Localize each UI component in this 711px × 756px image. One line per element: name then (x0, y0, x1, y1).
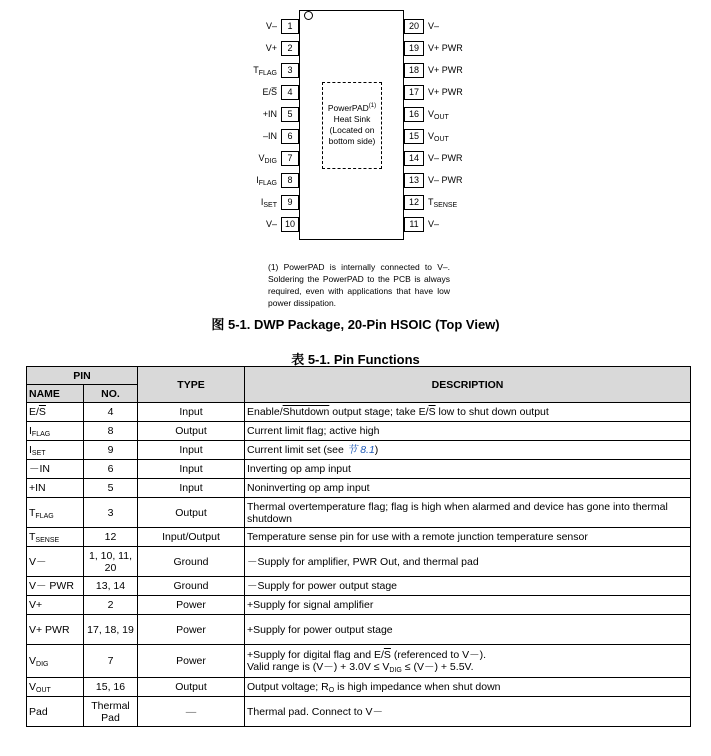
pin-no: 17, 18, 19 (84, 615, 138, 645)
table-row (27, 479, 691, 498)
table-row (27, 645, 691, 678)
table-row (27, 547, 691, 577)
pin-14-box: 14 (404, 151, 424, 166)
pin-description: Output voltage; $R_O$ is high impedance when shut down (245, 678, 691, 697)
pin-9-label: $I_{SET}$ (260, 197, 277, 209)
pin-10-label: V– (265, 219, 277, 229)
header-type: TYPE (138, 367, 245, 403)
heat-sink-line4: bottom side) (328, 135, 376, 146)
pin-type: — (138, 697, 245, 727)
table-row (27, 422, 691, 441)
heat-sink-line2: Heat Sink (333, 113, 371, 124)
pin-name: －IN (27, 460, 84, 479)
pin-type: Ground (138, 547, 245, 577)
pin-no: 12 (84, 528, 138, 547)
pin-name: $E/\overline{S}$ (27, 403, 84, 422)
pin-13-box: 13 (404, 173, 424, 188)
pin-description: Noninverting op amp input (245, 479, 691, 498)
table-row (27, 498, 691, 528)
pin-8-label: $I_{FLAG}$ (256, 175, 277, 187)
pin-type: Output (138, 498, 245, 528)
pin-name: V+ PWR (27, 615, 84, 645)
footnote: (1) PowerPAD is internally connected to V–. Soldering the PowerPAD to the PCB is always required, even with applications that have low power dissipation. (268, 262, 450, 308)
table-row (27, 441, 691, 460)
pin-5-box: 5 (281, 107, 299, 122)
pin-name: Pad (27, 697, 84, 727)
pin-description: Thermal pad. Connect to V－ (245, 697, 691, 727)
pin-description: －Supply for power output stage (245, 577, 691, 596)
pin-8-box: 8 (281, 173, 299, 188)
pin-15-label: $V_{OUT}$ (428, 131, 449, 143)
pin-description: Temperature sense pin for use with a remote junction temperature sensor (245, 528, 691, 547)
pin-10-box: 10 (281, 217, 299, 232)
pin-12-box: 12 (404, 195, 424, 210)
pin-11-label: V– (428, 219, 440, 229)
pin-name: $T_{FLAG}$ (27, 498, 84, 528)
pin-1-label: V– (265, 21, 277, 31)
pin-type: Output (138, 678, 245, 697)
pin-17-box: 17 (404, 85, 424, 100)
pin-17-label: V+ PWR (428, 87, 463, 97)
pin-9-box: 9 (281, 195, 299, 210)
pin-1-box: 1 (281, 19, 299, 34)
pin-type: Power (138, 645, 245, 678)
pin-type: Input (138, 403, 245, 422)
pin-description: －Supply for amplifier, PWR Out, and thermal pad (245, 547, 691, 577)
pin-5-label: +IN (262, 109, 277, 119)
pin-no: Thermal Pad (84, 697, 138, 727)
pin-7-label: $V_{DIG}$ (258, 153, 277, 165)
table-row (27, 596, 691, 615)
pin-4-box: 4 (281, 85, 299, 100)
heat-sink-line3: (Located on (329, 124, 375, 135)
pin-11-box: 11 (404, 217, 424, 232)
figure-caption: 图 5-1. DWP Package, 20-Pin HSOIC (Top View) (211, 317, 500, 332)
pin-description: +Supply for signal amplifier (245, 596, 691, 615)
header-pin: PIN (27, 367, 138, 385)
pin-name: V－ (27, 547, 84, 577)
pin-no: 1, 10, 11, 20 (84, 547, 138, 577)
table-row (27, 577, 691, 596)
pin-name: +IN (27, 479, 84, 498)
table-row (27, 460, 691, 479)
pin-no: 9 (84, 441, 138, 460)
pin-description: Inverting op amp input (245, 460, 691, 479)
powerpad-heat-sink (322, 82, 382, 169)
pin-no: 3 (84, 498, 138, 528)
pin-no: 6 (84, 460, 138, 479)
pin-16-label: $V_{OUT}$ (428, 109, 449, 121)
pin-type: Input (138, 441, 245, 460)
pin-15-box: 15 (404, 129, 424, 144)
pin-3-box: 3 (281, 63, 299, 78)
pin-14-label: V– PWR (428, 153, 463, 163)
pin-name: $T_{SENSE}$ (27, 528, 84, 547)
table-row (27, 678, 691, 697)
pin-type: Power (138, 615, 245, 645)
pin-no: 8 (84, 422, 138, 441)
pin-2-label: V+ (265, 43, 277, 53)
pin-description: Current limit set (see 节 8.1) (245, 441, 691, 460)
table-row (27, 528, 691, 547)
pin-7-box: 7 (281, 151, 299, 166)
pin-name: V+ (27, 596, 84, 615)
section-link[interactable]: 节 8.1 (346, 444, 375, 456)
pin-3-label: $T_{FLAG}$ (253, 65, 277, 77)
pin-20-label: V– (428, 21, 440, 31)
pin-type: Input (138, 460, 245, 479)
pin-description: +Supply for digital flag and $E/\overline{S}$ (referenced to V－). Valid range is $(V-) + 3.0V \le V_{DIG} \le (V-) + 5.5V$. (245, 645, 691, 678)
pin-name: $V_{OUT}$ (27, 678, 84, 697)
pin-6-box: 6 (281, 129, 299, 144)
table-caption: 表 5-1. Pin Functions (291, 352, 420, 367)
pin1-indicator (304, 11, 313, 20)
pin-name: $I_{SET}$ (27, 441, 84, 460)
pin-type: Output (138, 422, 245, 441)
pin-type: Input (138, 479, 245, 498)
pin-20-box: 20 (404, 19, 424, 34)
pin-16-box: 16 (404, 107, 424, 122)
pin-name: $V_{DIG}$ (27, 645, 84, 678)
pin-13-label: V– PWR (428, 175, 463, 185)
table-row (27, 615, 691, 645)
pin-no: 2 (84, 596, 138, 615)
pin-name: $I_{FLAG}$ (27, 422, 84, 441)
pin-name: V－ PWR (27, 577, 84, 596)
pin-description: Thermal overtemperature flag; flag is high when alarmed and device has gone into thermal shutdown (245, 498, 691, 528)
pin-no: 4 (84, 403, 138, 422)
heat-sink-sup: (1) (368, 103, 377, 109)
pin-18-box: 18 (404, 63, 424, 78)
pin-type: Ground (138, 577, 245, 596)
pin-19-box: 19 (404, 41, 424, 56)
pin-description: Enable/Shutdown output stage; take $E/\overline{S}$ low to shut down output (245, 403, 691, 422)
pin-no: 5 (84, 479, 138, 498)
pin-6-label: –IN (262, 131, 277, 141)
heat-sink-line1: PowerPAD (327, 102, 369, 113)
table-row (27, 697, 691, 727)
header-no: NO. (84, 385, 138, 403)
pin-no: 15, 16 (84, 678, 138, 697)
pin-no: 13, 14 (84, 577, 138, 596)
header-description: DESCRIPTION (245, 367, 691, 403)
pin-2-box: 2 (281, 41, 299, 56)
pin-12-label: $T_{SENSE}$ (428, 197, 458, 209)
table-row (27, 403, 691, 422)
pin-19-label: V+ PWR (428, 43, 463, 53)
pin-description: +Supply for power output stage (245, 615, 691, 645)
pin-description: Current limit flag; active high (245, 422, 691, 441)
pin-no: 7 (84, 645, 138, 678)
pin-18-label: V+ PWR (428, 65, 463, 75)
pin-type: Input/Output (138, 528, 245, 547)
pin-functions-table (26, 366, 691, 727)
pin-type: Power (138, 596, 245, 615)
pin-4-label: E/S̅ (262, 87, 277, 97)
header-name: NAME (27, 385, 84, 403)
